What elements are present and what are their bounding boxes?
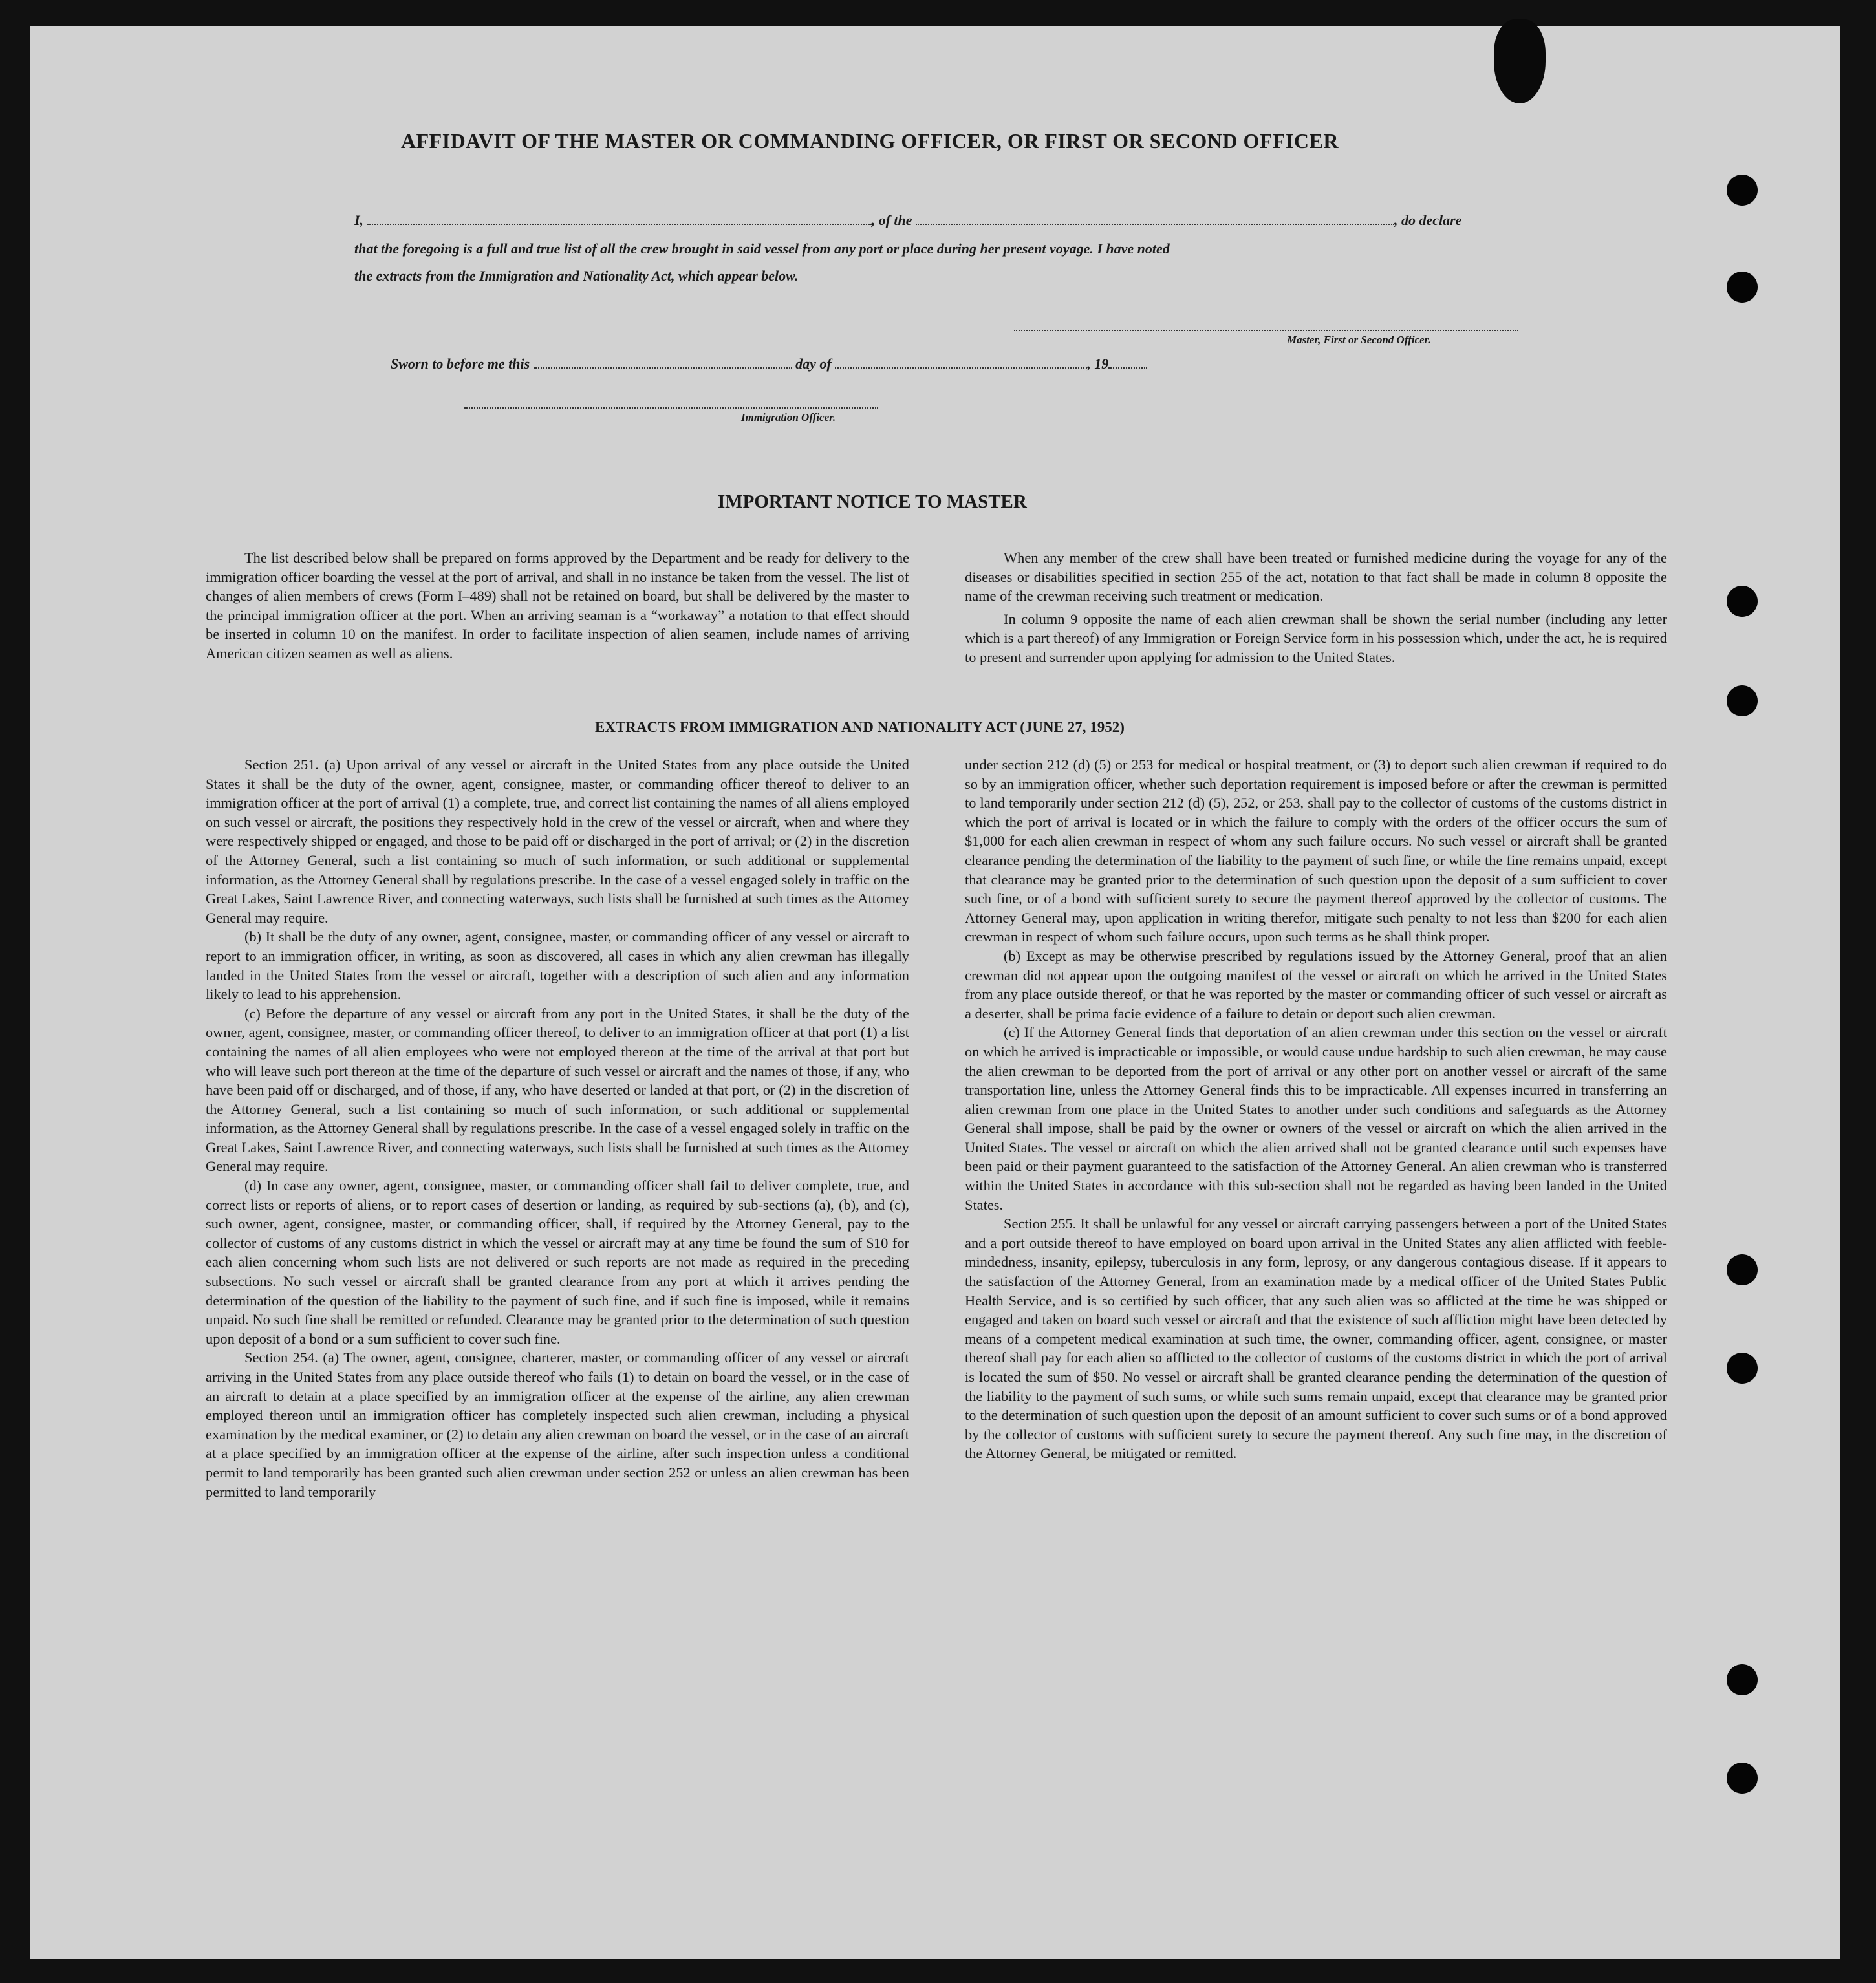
vessel-field[interactable]	[916, 212, 1394, 225]
act-section: (c) If the Attorney General finds that deportation of an alien crewman under this section on the vessel or aircraft on which he arrived is impracticable or impossible, or would cause undue hardship to such alien crewman, he may cause the alien crewman to be deported from the port of arrival or any other port on another vessel or aircraft of the same transportation line, unless the Attorney General finds this to be impracticable. All expenses incurred in transferring an alien crewman from one place in the United States to another under such conditions and safeguards as the Attorney General shall impose, shall be paid by the owner or owners of the vessel or aircraft on which the alien arrived in the United States. The vessel or aircraft on which the alien arrived shall not be granted clearance until such expenses have been paid or their payment guaranteed to the satisfaction of the Attorney General. An alien crewman who is transferred within the United States in accordance with this sub-section shall not be regarded as having been landed in the United States.	[965, 1024, 1667, 1213]
act-section: (b) It shall be the duty of any owner, agent, consignee, master, or commanding officer of any vessel or aircraft to report to an immigration officer, in writing, as soon as discovered, all cases in which any alien crewman has illegally landed in the United States from the vessel or aircraft, together with a description of such alien and any information likely to lead to his apprehension.	[206, 928, 909, 1003]
notice-paragraph: In column 9 opposite the name of each alien crewman shall be shown the serial number (including any letter which is a part thereof) of any Immigration or Foreign Service form in his possession which, under the act, he is required to present and surrender upon applying for admission to the United States.	[965, 610, 1667, 665]
act-section: (b) Except as may be otherwise prescribed by regulations issued by the Attorney General, proof that an alien crewman did not appear upon the outgoing manifest of the vessel or aircraft on which he arrived in the United States from any place outside thereof, or that he was reported by the master or commanding officer of such vessel or aircraft as a deserter, shall be prima facie evidence of a failure to detain or deport such alien crewman.	[965, 947, 1667, 1022]
sworn-month-field[interactable]	[835, 356, 1087, 369]
affidavit-title: AFFIDAVIT OF THE MASTER OR COMMANDING OFFICER, OR FIRST OR SECOND OFFICER	[401, 129, 1339, 153]
act-section: Section 251. (a) Upon arrival of any vessel or aircraft in the United States from any place outside the United States it shall be the duty of the owner, agent, consignee, master, or commanding officer thereof to deliver to an immigration officer at the port of arrival (1) a complete, true, and correct list containing the names of all aliens employed on such vessel or aircraft, the positions they respectively hold in the crew of the vessel or aircraft, when and where they were respectively shipped or engaged, and those to be paid off or discharged in the port of arrival; or (2) in the discretion of the Attorney General, such a list containing so much of such information, or such additional or supplemental information, as the Attorney General shall by regulations prescribe. In the case of a vessel engaged solely in traffic on the Great Lakes, Saint Lawrence River, and connecting waterways, such lists shall be furnished at such times as the Attorney General may require.	[206, 756, 909, 926]
act-section: (c) Before the departure of any vessel or aircraft from any port in the United States, it shall be the duty of the owner, agent, consignee, master, or commanding officer thereof, to deliver to an immigration officer at that port (1) a list containing the names of all alien employees who were not employed thereon at the time of the arrival at that port but who will leave such port thereon at the time of the departure of such vessel or aircraft and the names of those, if any, who have been paid off or discharged, and of those, if any, who have deserted or landed at that port, or (2) in the discretion of the Attorney General, such a list containing so much of such information, or such additional or supplemental information, as the Attorney General shall by regulations prescribe. In the case of a vessel engaged solely in traffic on the Great Lakes, Saint Lawrence River, and connecting waterways, such lists shall be furnished at such times as the Attorney General may require.	[206, 1005, 909, 1175]
sworn-label: Sworn to before me this	[391, 356, 530, 372]
punch-hole	[1727, 586, 1758, 617]
i-label: I,	[354, 212, 364, 228]
sworn-line	[391, 356, 1555, 372]
notice-right-column	[965, 548, 1667, 667]
punch-hole	[1727, 1353, 1758, 1384]
act-section: Section 255. It shall be unlawful for any vessel or aircraft carrying passengers between a port of the United States and a port outside thereof to have employed on board upon arrival in the United States any alien afflicted with feeble-mindedness, insanity, epilepsy, tuberculosis in any form, leprosy, or any dangerous contagious disease. If it appears to the satisfaction of the Attorney General, from an examination made by a medical officer of the United States Public Health Service, and is so certified by such officer, that any such alien was so afflicted at the time he was shipped or engaged and taken on board such vessel or aircraft and that the existence of such affliction might have been detected by means of a competent medical examination at such time, the owner, commanding officer, agent, consignee, or master thereof shall pay for each alien so afflicted to the collector of customs of the customs district in which the port of arrival is located the sum of $50. No vessel or aircraft shall be granted clearance pending the determination of the question of the liability to the payment of such sums, or while such sums remain unpaid, except that clearance may be granted prior to the determination of such question upon the deposit of an amount sufficient to cover such sums or of a bond approved by the collector of customs with sufficient surety to secure the payment thereof. Any such fine may, in the discretion of the Attorney General, be mitigated or remitted.	[965, 1216, 1667, 1462]
master-signature-line[interactable]	[1014, 330, 1518, 331]
officer-caption: Immigration Officer.	[741, 411, 836, 423]
declaration-line-1	[354, 212, 1518, 229]
act-section: under section 212 (d) (5) or 253 for medical or hospital treatment, or (3) to deport such alien crewman if required to do so by an immigration officer, whether such deportation requirement is imposed before or after the crewman is permitted to land temporarily under section 212 (d) (5), 252, or 253, shall pay to the collector of customs of the customs district in which the port of arrival is located or in which the failure to comply with the orders of the officer occurs the sum of $1,000 for each alien crewman in respect of whom any such failure occurs. No such vessel or aircraft shall be granted clearance pending the determination of the liability to the payment of such fine, or while the fine remains unpaid, except that clearance may be granted prior to the determination of such question upon the deposit of a sum sufficient to cover such fine, or of a bond with sufficient surety to secure the payment thereof approved by the collector of customs. The Attorney General may, upon application in writing therefor, mitigate such penalty to not less than $200 for each alien crewman in respect of whom such failure occurs, upon such terms as he shall think proper.	[965, 756, 1667, 945]
day-of-label: day of	[795, 356, 832, 372]
notice-paragraph: When any member of the crew shall have been treated or furnished medicine during the voyage for any of the diseases or disabilities specified in section 255 of the act, notation to that fact shall be made in column 8 opposite the name of the crewman receiving such treatment or medication.	[965, 550, 1667, 605]
of-the-label: , of the	[871, 212, 912, 228]
declaration-line-3: the extracts from the Immigration and Nationality Act, which appear below.	[354, 268, 799, 284]
extracts-right-column	[965, 755, 1667, 1463]
extracts-title: EXTRACTS FROM IMMIGRATION AND NATIONALITY ACT (JUNE 27, 1952)	[595, 719, 1125, 735]
act-section: Section 254. (a) The owner, agent, consignee, charterer, master, or commanding officer of any vessel or aircraft arriving in the United States from any place outside thereof who fails (1) to detain on board the vessel, or in the case of an aircraft to detain at a place specified by an immigration officer at the expense of the airline, any alien crewman employed thereon until an immigration officer has completely inspected such alien crewman, including a physical examination by the medical examiner, or (2) to detain any alien crewman on board the vessel, or in the case of an aircraft at a place specified by an immigration officer at the expense of the airline, after such inspection unless a conditional permit to land temporarily has been granted such alien crewman under section 252 or unless an alien crewman has been permitted to land temporarily	[206, 1349, 909, 1500]
master-caption: Master, First or Second Officer.	[1287, 334, 1431, 346]
act-section: (d) In case any owner, agent, consignee, master, or commanding officer shall fail to deliver complete, true, and correct lists or reports of aliens, or to report cases of desertion or landing, as required by sub-sections (a), (b), and (c), such owner, agent, consignee, master, or commanding officer, shall, if required by the Attorney General, pay to the collector of customs of any customs district in which the vessel or aircraft may at any time be found the sum of $10 for each alien concerning whom such lists are not delivered or such reports are not made as required in the preceding subsections. No such vessel or aircraft shall be granted clearance from any port at which it arrives pending the determination of the question of the liability to the payment of such fine, and if such fine is imposed, while it remains unpaid. No such fine shall be remitted or refunded. Clearance may be granted prior to the determination of such question upon deposit of a bond or a sum sufficient to cover such fine.	[206, 1177, 909, 1347]
extracts-left-column	[206, 755, 909, 1501]
punch-hole	[1727, 1763, 1758, 1794]
punch-hole	[1727, 272, 1758, 303]
notice-left-column	[206, 548, 909, 663]
name-field[interactable]	[367, 212, 872, 225]
sworn-year-field[interactable]	[1108, 356, 1147, 369]
punch-hole	[1727, 685, 1758, 716]
declaration-line-2: that the foregoing is a full and true list of all the crew brought in said vessel from any port or place during her present voyage. I have noted	[354, 241, 1170, 257]
year-label: , 19	[1087, 356, 1109, 372]
punch-hole	[1727, 1664, 1758, 1695]
punch-hole	[1727, 175, 1758, 206]
notice-title: IMPORTANT NOTICE TO MASTER	[718, 491, 1027, 512]
torn-corner	[1494, 19, 1546, 103]
punch-hole	[1727, 1254, 1758, 1285]
do-declare-label: , do declare	[1394, 212, 1462, 228]
sworn-day-field[interactable]	[534, 356, 792, 369]
notice-paragraph: The list described below shall be prepared on forms approved by the Department and be ready for delivery to the immigration officer boarding the vessel at the port of arrival, and shall in no instance be taken from the vessel. The list of changes of alien members of crews (Form I–489) shall not be retained on board, but shall be delivered by the master to the principal immigration officer at the port. When an arriving seaman is a “workaway” a notation to that effect should be inserted in column 10 on the manifest. In order to facilitate inspection of alien seamen, include names of arriving American citizen seamen as well as aliens.	[206, 550, 909, 661]
officer-signature-line[interactable]	[464, 407, 878, 409]
